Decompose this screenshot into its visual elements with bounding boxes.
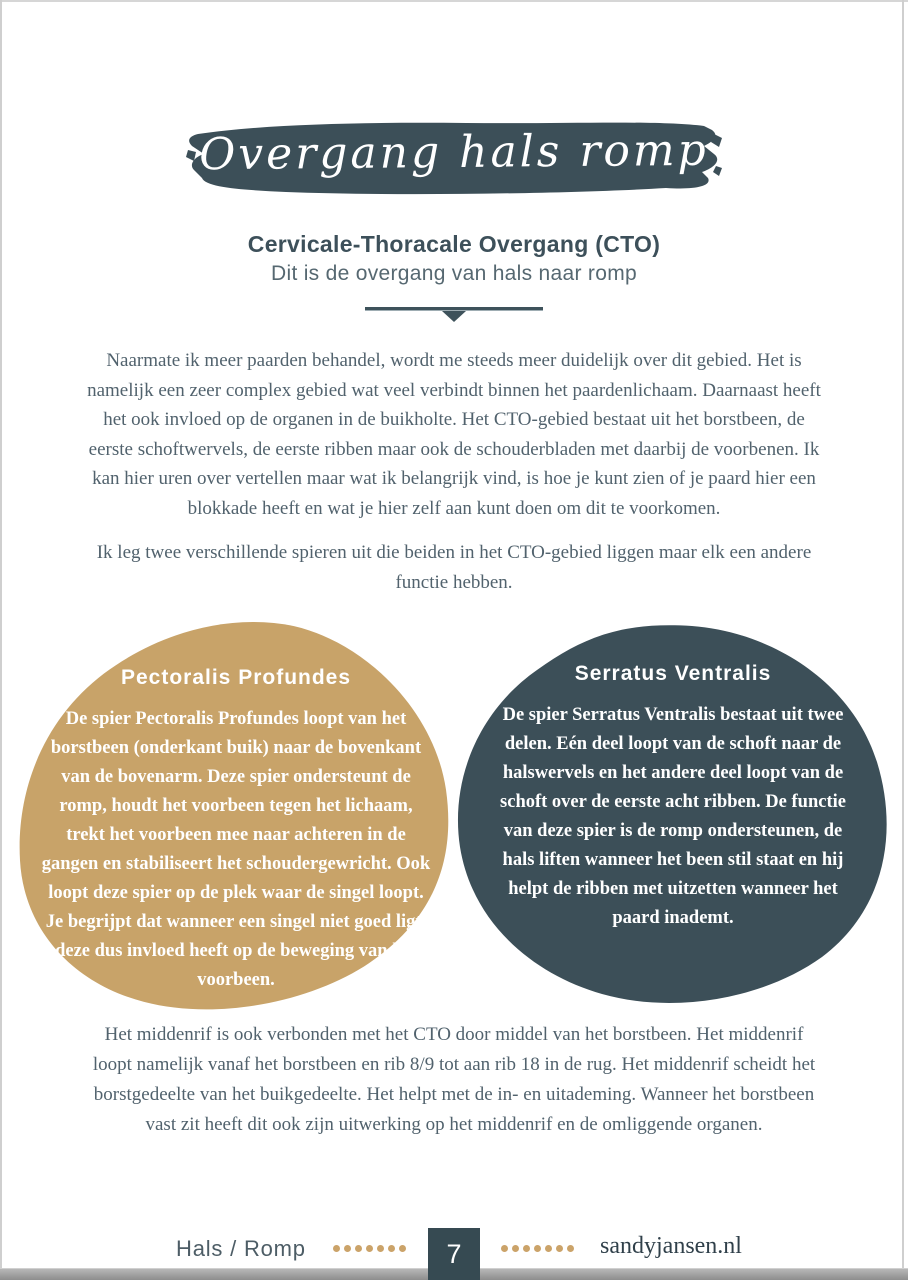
- page-right-border: [902, 0, 904, 1268]
- intro-paragraph: Naarmate ik meer paarden behandel, wordt me steeds meer duidelijk over dit gebied. Het is namelijk een zeer complex gebied wat veel verbindt binnen het paardenlichaam. Daarnaast heeft het ook invloed op de organen in de buikholte. Het CTO-gebied bestaat uit het borstbeen, de eerste schoftwervels, de eerste ribben maar ook de schouderbladen met daarbij de voorbenen. Ik kan hier uren over vertellen maar wat ik belangrijk vind, is hoe je kunt zien of je paard hier een blokkade heeft en wat je hier zelf aan kunt doen om dit te voorkomen.: [87, 350, 821, 519]
- footer-dots-right: [501, 1245, 574, 1252]
- dot-icon: [501, 1245, 508, 1252]
- section-title: Cervicale-Thoracale Overgang (CTO): [247, 231, 661, 257]
- dot-icon: [399, 1245, 406, 1252]
- dot-icon: [355, 1245, 362, 1252]
- section-subtitle: Dit is de overgang van hals naar romp: [271, 262, 637, 285]
- banner: [186, 110, 722, 198]
- serratus-content: [494, 662, 852, 933]
- muscles-intro-paragraph: Ik leg twee verschillende spieren uit die beiden in het CTO-gebied liggen maar elk een andere functie hebben.: [96, 542, 812, 593]
- page-left-border: [0, 0, 2, 1268]
- divider-triangle-icon: [442, 311, 466, 322]
- dot-icon: [344, 1245, 351, 1252]
- banner-title: Overgang hals romp: [199, 124, 709, 180]
- diaphragm-paragraph: Het middenrif is ook verbonden met het CTO door middel van het borstbeen. Het middenrif loopt namelijk vanaf het borstbeen en rib 8/9 tot aan rib 18 in de rug. Het middenrif scheidt het borstgedeelte van het buikgedeelte. Het helpt met de in- en uitademing. Wanneer het borstbeen vast zit heeft dit ook zijn uitwerking op het middenrif en de omliggende organen.: [92, 1024, 816, 1135]
- dot-icon: [534, 1245, 541, 1252]
- pectoralis-content: [40, 666, 432, 995]
- dot-icon: [556, 1245, 563, 1252]
- footer-section-label: Hals / Romp: [176, 1236, 306, 1261]
- dot-icon: [366, 1245, 373, 1252]
- pectoralis-title: Pectoralis Profundes: [120, 666, 352, 689]
- dot-icon: [512, 1245, 519, 1252]
- dot-icon: [567, 1245, 574, 1252]
- dot-icon: [523, 1245, 530, 1252]
- dot-icon: [333, 1245, 340, 1252]
- serratus-title: Serratus Ventralis: [574, 662, 772, 685]
- footer-website: sandyjansen.nl: [600, 1233, 742, 1259]
- page-top-border: [0, 0, 908, 2]
- serratus-text: De spier Serratus Ventralis bestaat uit twee delen. Eén deel loopt van de schoft naar de halswervels en het andere deel loopt van de schoft over de eerste acht ribben. De functie van deze spier is de romp ondersteunen, de hals liften wanneer het been stil staat en hij helpt de ribben met uitzetten wanneer het paard inademt.: [500, 705, 846, 928]
- divider: [365, 307, 543, 311]
- dot-icon: [388, 1245, 395, 1252]
- page-number-badge: [428, 1228, 480, 1280]
- dot-icon: [377, 1245, 384, 1252]
- dot-icon: [545, 1245, 552, 1252]
- pectoralis-text: De spier Pectoralis Profundes loopt van het borstbeen (onderkant buik) naar de bovenkant van de bovenarm. Deze spier ondersteunt de romp, houdt het voorbeen tegen het lichaam, trekt het voorbeen mee naar achteren in de gangen en stabiliseert het schoudergewricht. Ook loopt deze spier op de plek waar de singel loopt. Je begrijpt dat wanneer een singel niet goed ligt, deze dus invloed heeft op de beweging van het voorbeen.: [41, 709, 431, 990]
- footer-dots-left: [333, 1245, 406, 1252]
- page-number: 7: [446, 1238, 462, 1269]
- serratus-card: [452, 622, 892, 1007]
- pectoralis-card: [14, 618, 450, 1014]
